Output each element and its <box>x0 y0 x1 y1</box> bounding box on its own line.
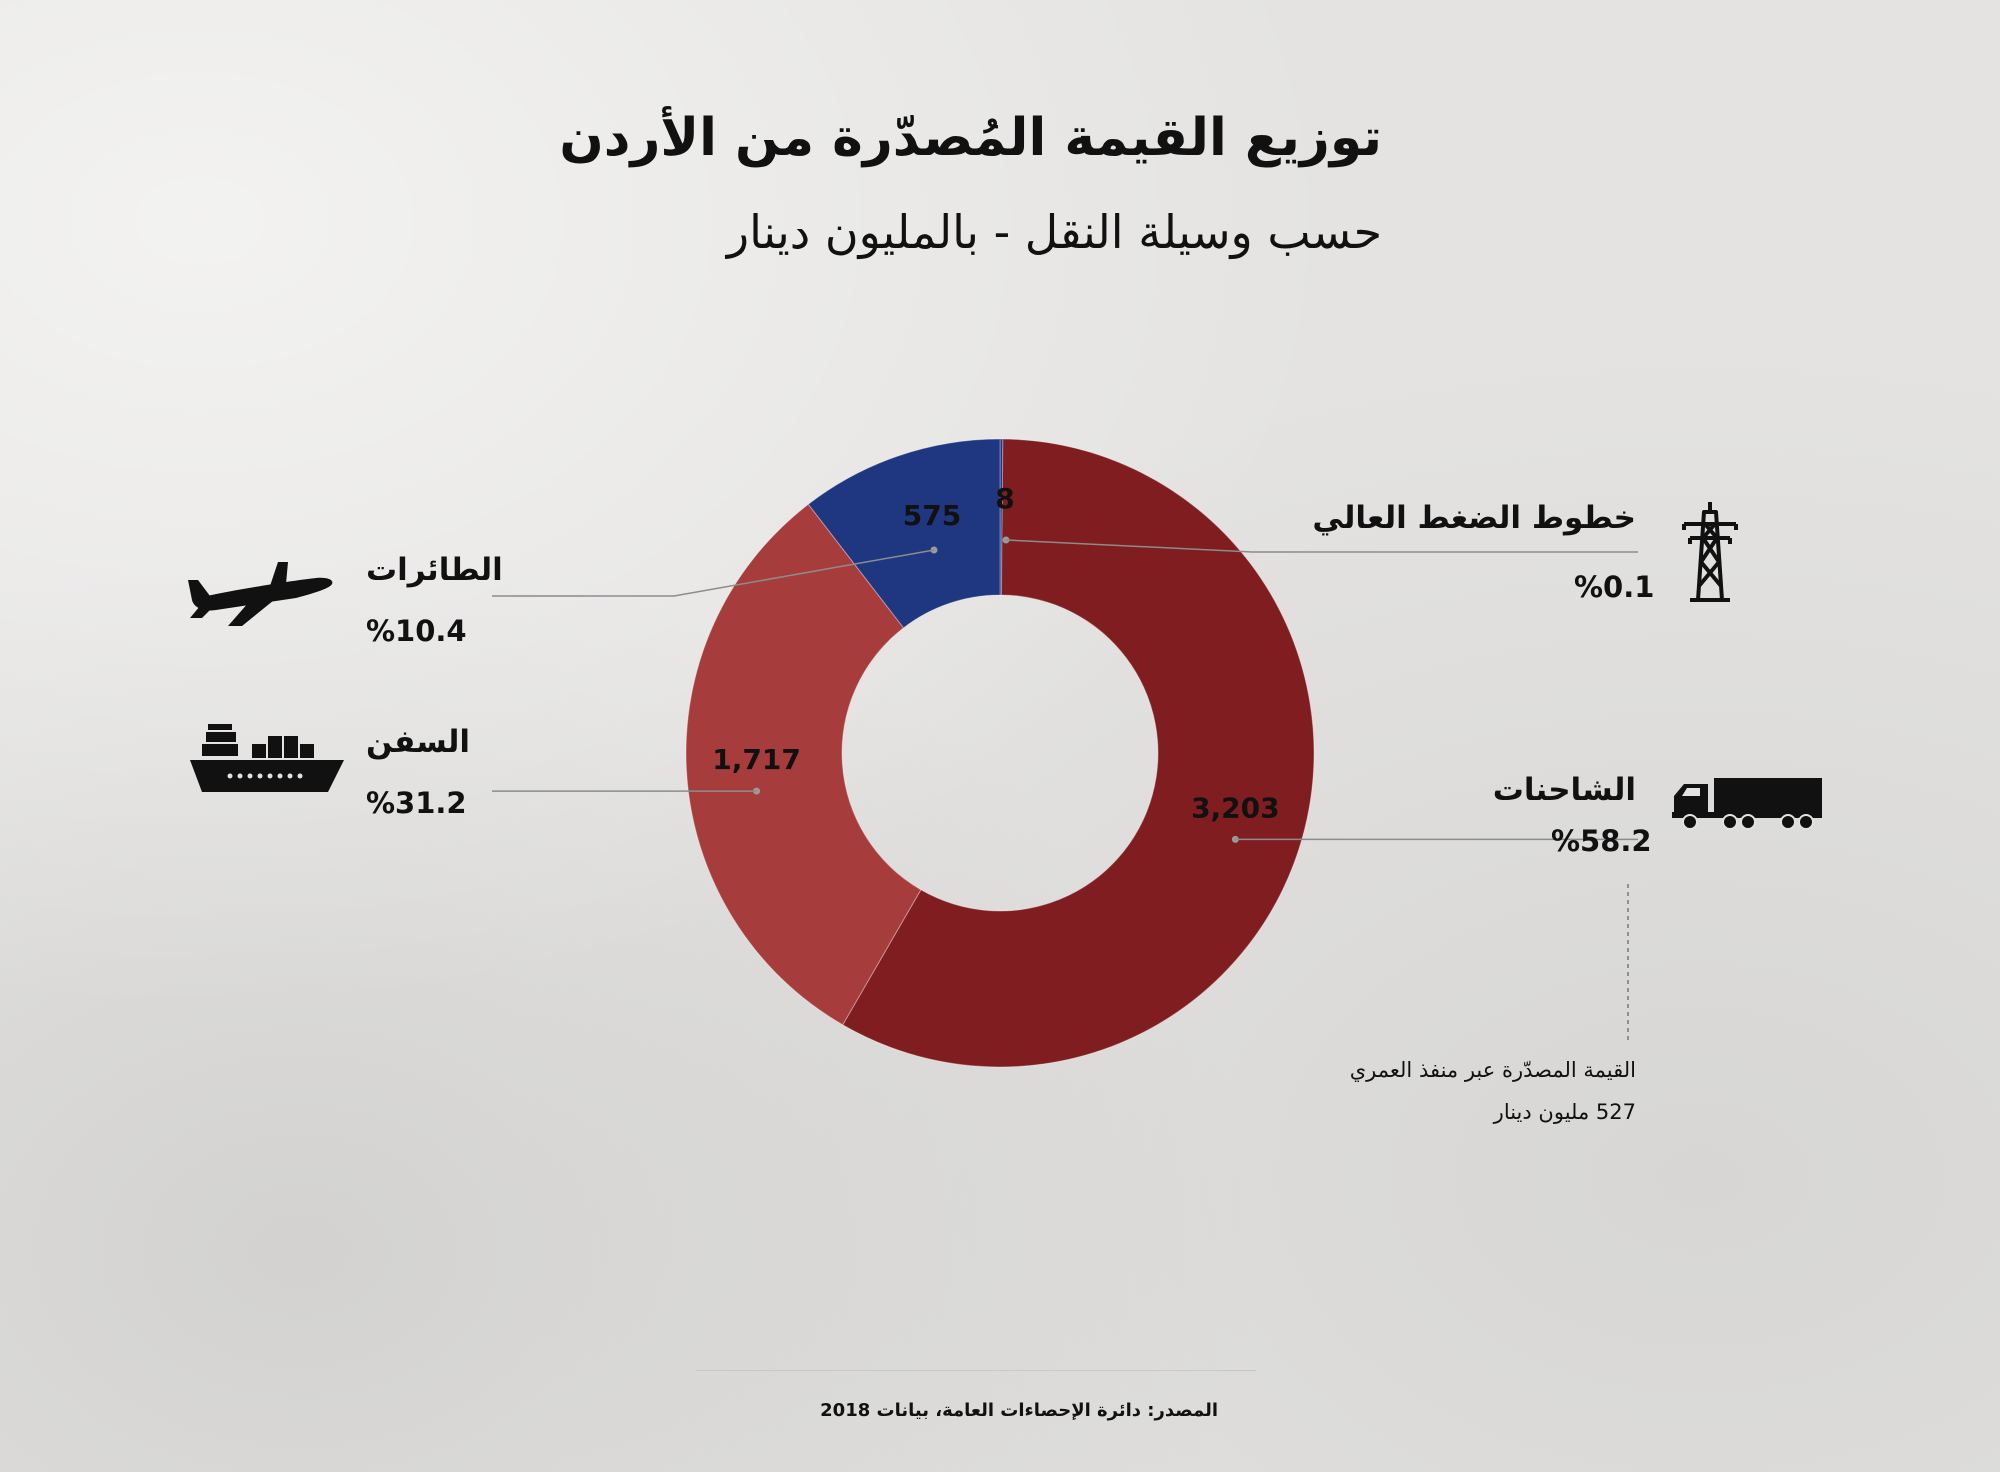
label-name-power-lines: خطوط الضغط العالي <box>1312 500 1636 536</box>
label-pct-power-lines: %0.1 <box>1574 570 1655 604</box>
label-pct-trucks: %58.2 <box>1551 824 1652 858</box>
note-line-2: 527 مليون دينار <box>1493 1100 1636 1124</box>
label-name-ships: السفن <box>366 724 471 760</box>
label-name-airplanes: الطائرات <box>366 552 503 588</box>
power-pylon-icon <box>1680 500 1740 602</box>
airplane-icon <box>186 556 336 628</box>
slice-value-label: 3,203 <box>1191 791 1280 825</box>
truck-icon <box>1670 776 1824 832</box>
ship-icon <box>188 722 346 794</box>
label-pct-airplanes: %10.4 <box>366 614 467 648</box>
source-note: المصدر: دائرة الإحصاءات العامة، بيانات 2018 <box>820 1400 1218 1421</box>
label-name-trucks: الشاحنات <box>1492 772 1636 808</box>
slice-value-label: 1,717 <box>712 743 801 777</box>
note-line-1: القيمة المصدّرة عبر منفذ العمري <box>1349 1058 1636 1082</box>
slice-value-label: 575 <box>902 499 962 532</box>
chart-subtitle: حسب وسيلة النقل - بالمليون دينار <box>726 205 1382 259</box>
label-pct-ships: %31.2 <box>366 786 467 820</box>
footer-divider <box>696 1370 1256 1371</box>
chart-title: توزيع القيمة المُصدّرة من الأردن <box>559 108 1382 168</box>
slice-value-label: 8 <box>995 482 1015 515</box>
